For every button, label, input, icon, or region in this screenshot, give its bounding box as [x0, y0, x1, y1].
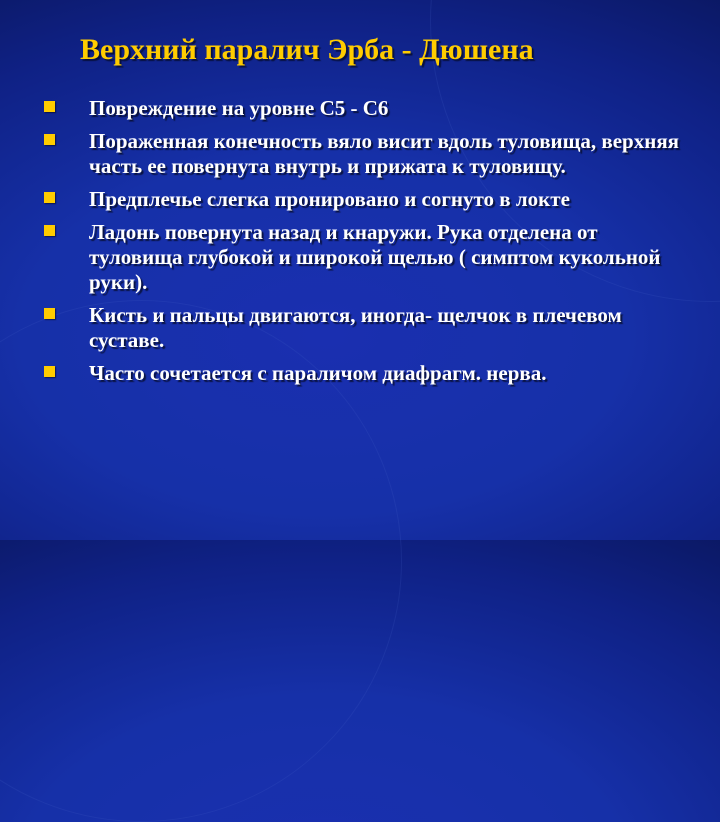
bullet-list: [44, 96, 684, 394]
slide-title: Верхний паралич Эрба - Дюшена: [80, 33, 534, 66]
bullet-text: Повреждение на уровне С5 - С6: [89, 96, 389, 120]
bullet-square-icon: [44, 192, 55, 203]
bullet-square-icon: [44, 366, 55, 377]
bullet-square-icon: [44, 225, 55, 236]
bullet-item: [44, 361, 684, 386]
bullet-text: Пораженная конечность вяло висит вдоль туловища, верхняя часть ее повернута внутрь и прижата к туловищу.: [89, 129, 680, 178]
bullet-text: Ладонь повернута назад и кнаружи. Рука отделена от туловища глубокой и широкой щелью ( симптом кукольной руки).: [89, 220, 661, 294]
bullet-text: Часто сочетается с параличом диафрагм. нерва.: [89, 361, 547, 385]
bullet-item: [44, 303, 684, 353]
bullet-item: [44, 96, 684, 121]
bullet-square-icon: [44, 134, 55, 145]
bullet-item: [44, 187, 684, 212]
bullet-square-icon: [44, 308, 55, 319]
bullet-item: [44, 129, 684, 179]
bullet-text: Кисть и пальцы двигаются, иногда- щелчок в плечевом суставе.: [89, 303, 622, 352]
bullet-square-icon: [44, 101, 55, 112]
bullet-item: [44, 220, 684, 295]
bullet-text: Предплечье слегка пронировано и согнуто в локте: [89, 187, 570, 211]
